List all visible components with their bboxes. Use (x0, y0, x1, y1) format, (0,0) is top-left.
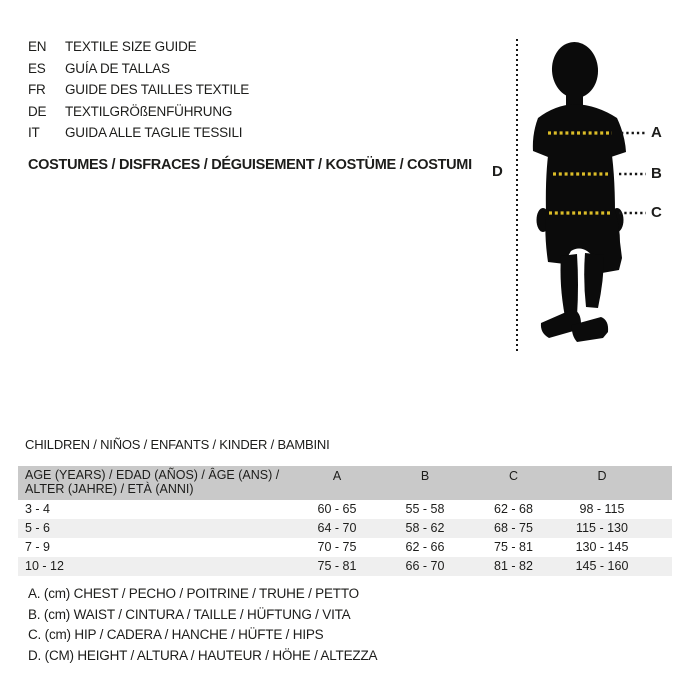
language-row (28, 79, 249, 101)
column-header-b: B (420, 469, 430, 483)
language-label: GUIDA ALLE TAGLIE TESSILI (65, 125, 243, 141)
language-label: GUÍA DE TALLAS (65, 60, 170, 76)
age-cell: 10 - 12 (25, 559, 64, 573)
table-row (18, 557, 672, 576)
figure-label-d: D (492, 163, 503, 180)
header-spacer (646, 468, 672, 496)
measurement-legend (28, 584, 377, 666)
size-table (18, 466, 672, 576)
waist-cell: 58 - 62 (405, 521, 445, 535)
waist-cell: 66 - 70 (405, 559, 445, 573)
chest-cell: 60 - 65 (317, 502, 357, 516)
language-label: TEXTILE SIZE GUIDE (65, 39, 197, 55)
age-column-header (18, 468, 293, 496)
figure-label-b: B (651, 165, 662, 182)
height-dotted-line (516, 39, 518, 351)
chest-cell: 64 - 70 (317, 521, 357, 535)
table-row (18, 500, 672, 519)
legend-item-hip: C. (cm) HIP / CADERA / HANCHE / HÜFTE / HIPS (28, 627, 324, 642)
language-code: EN (28, 39, 47, 55)
age-header-line1: AGE (YEARS) / EDAD (AÑOS) / ÂGE (ANS) / (25, 468, 280, 482)
language-label: GUIDE DES TAILLES TEXTILE (65, 82, 250, 98)
child-silhouette-icon (525, 30, 660, 355)
age-cell: 3 - 4 (25, 502, 51, 516)
chest-cell: 70 - 75 (317, 540, 357, 554)
height-cell: 115 - 130 (576, 521, 628, 535)
category-title: COSTUMES / DISFRACES / DÉGUISEMENT / KOSTÜME / COSTUMI (28, 157, 472, 173)
age-cell: 7 - 9 (25, 540, 51, 554)
column-header-c: C (508, 469, 519, 483)
section-title: CHILDREN / NIÑOS / ENFANTS / KINDER / BAMBINI (25, 437, 330, 452)
age-header-line2: ALTER (JAHRE) / ETÀ (ANNI) (25, 482, 194, 496)
legend-item-height: D. (CM) HEIGHT / ALTURA / HAUTEUR / HÖHE / ALTEZZA (28, 647, 378, 663)
row-spacer (646, 557, 672, 576)
language-row (28, 101, 249, 123)
legend-item-waist: B. (cm) WAIST / CINTURA / TAILLE / HÜFTUNG / VITA (28, 606, 351, 622)
language-code: DE (28, 103, 47, 119)
language-code: IT (28, 125, 40, 141)
language-code: ES (28, 60, 46, 76)
chest-cell: 75 - 81 (317, 559, 357, 573)
row-spacer (646, 519, 672, 538)
table-header-row (18, 466, 672, 500)
table-row (18, 538, 672, 557)
hip-cell: 62 - 68 (494, 502, 533, 516)
hip-cell: 81 - 82 (494, 559, 533, 573)
column-header-a: A (332, 469, 342, 483)
figure-label-c: C (651, 204, 662, 221)
hip-cell: 75 - 81 (494, 540, 533, 554)
row-spacer (646, 500, 672, 519)
height-cell: 98 - 115 (579, 502, 625, 516)
language-code: FR (28, 82, 46, 98)
column-header-d: D (597, 469, 607, 483)
language-row (28, 58, 249, 80)
table-row (18, 519, 672, 538)
language-label: TEXTILGRÖßENFÜHRUNG (65, 103, 233, 119)
hip-cell: 68 - 75 (494, 521, 533, 535)
age-cell: 5 - 6 (25, 521, 51, 535)
language-list (28, 36, 249, 144)
waist-cell: 55 - 58 (405, 502, 445, 516)
language-row (28, 36, 249, 58)
waist-cell: 62 - 66 (405, 540, 445, 554)
row-spacer (646, 538, 672, 557)
language-row (28, 122, 249, 144)
height-cell: 130 - 145 (575, 540, 629, 554)
figure-label-a: A (651, 124, 662, 141)
height-cell: 145 - 160 (575, 559, 629, 573)
legend-item-chest: A. (cm) CHEST / PECHO / POITRINE / TRUHE / PETTO (28, 586, 359, 601)
